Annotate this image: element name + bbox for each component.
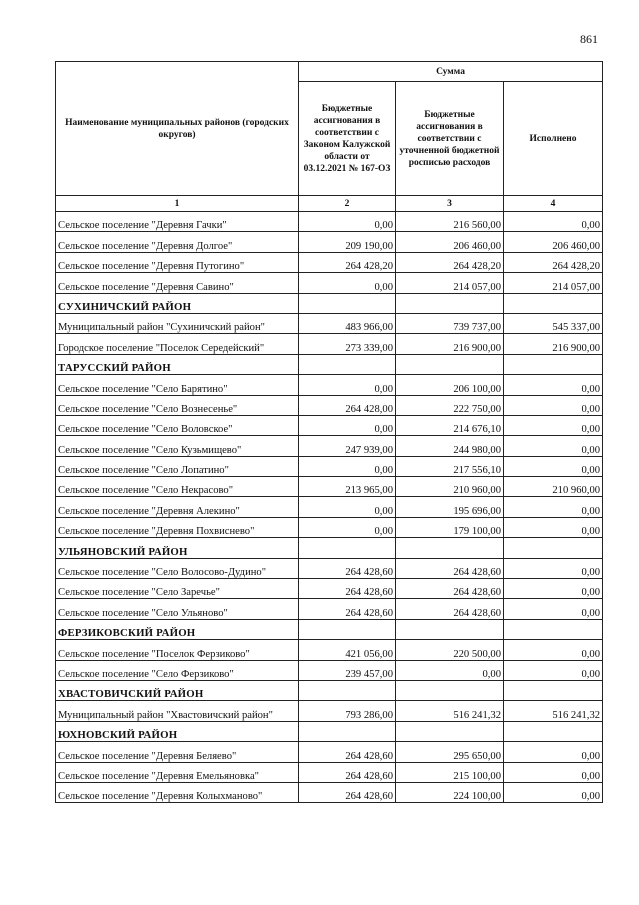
budget-table xyxy=(55,61,603,803)
executed-cell: 0,00 xyxy=(504,395,603,415)
table-row xyxy=(56,232,603,252)
refined-allocation-cell: 264 428,60 xyxy=(396,579,504,599)
table-row xyxy=(56,456,603,476)
table-row xyxy=(56,517,603,537)
executed-cell: 0,00 xyxy=(504,742,603,762)
executed-cell: 0,00 xyxy=(504,579,603,599)
empty-cell xyxy=(504,680,603,700)
header-refined-allocations: Бюджетные ассигнования в соответствии с уточненной бюджетной росписью расходов xyxy=(396,82,504,196)
municipality-name-cell: Сельское поселение "Деревня Гачки" xyxy=(56,212,299,232)
table-row xyxy=(56,477,603,497)
executed-cell: 516 241,32 xyxy=(504,701,603,721)
table-row xyxy=(56,334,603,354)
district-header-row xyxy=(56,680,603,700)
executed-cell: 0,00 xyxy=(504,497,603,517)
law-allocation-cell: 0,00 xyxy=(299,415,396,435)
executed-cell: 0,00 xyxy=(504,436,603,456)
column-number-2: 2 xyxy=(299,196,396,212)
empty-cell xyxy=(504,619,603,639)
municipality-name-cell: Сельское поселение "Село Ульяново" xyxy=(56,599,299,619)
municipality-name-cell: Сельское поселение "Деревня Долгое" xyxy=(56,232,299,252)
municipality-name-cell: Сельское поселение "Село Некрасово" xyxy=(56,477,299,497)
table-row xyxy=(56,375,603,395)
executed-cell: 0,00 xyxy=(504,660,603,680)
empty-cell xyxy=(299,293,396,313)
municipality-name-cell: Сельское поселение "Село Волосово-Дудино" xyxy=(56,558,299,578)
executed-cell: 545 337,00 xyxy=(504,313,603,333)
district-header-row xyxy=(56,619,603,639)
executed-cell: 206 460,00 xyxy=(504,232,603,252)
column-number-1: 1 xyxy=(56,196,299,212)
table-row xyxy=(56,701,603,721)
refined-allocation-cell: 214 676,10 xyxy=(396,415,504,435)
table-row xyxy=(56,313,603,333)
law-allocation-cell: 247 939,00 xyxy=(299,436,396,456)
table-row xyxy=(56,599,603,619)
municipality-name-cell: Сельское поселение "Село Воловское" xyxy=(56,415,299,435)
law-allocation-cell: 0,00 xyxy=(299,273,396,293)
municipality-name-cell: Сельское поселение "Деревня Колыхманово" xyxy=(56,782,299,802)
refined-allocation-cell: 195 696,00 xyxy=(396,497,504,517)
municipality-name-cell: Сельское поселение "Деревня Емельяновка" xyxy=(56,762,299,782)
executed-cell: 0,00 xyxy=(504,599,603,619)
district-header-row xyxy=(56,538,603,558)
refined-allocation-cell: 215 100,00 xyxy=(396,762,504,782)
empty-cell xyxy=(504,354,603,374)
law-allocation-cell: 421 056,00 xyxy=(299,640,396,660)
district-header-row xyxy=(56,721,603,741)
refined-allocation-cell: 264 428,60 xyxy=(396,599,504,619)
empty-cell xyxy=(299,538,396,558)
empty-cell xyxy=(396,680,504,700)
column-number-3: 3 xyxy=(396,196,504,212)
refined-allocation-cell: 244 980,00 xyxy=(396,436,504,456)
municipality-name-cell: Сельское поселение "Село Вознесенье" xyxy=(56,395,299,415)
empty-cell xyxy=(299,721,396,741)
executed-cell: 0,00 xyxy=(504,782,603,802)
refined-allocation-cell: 210 960,00 xyxy=(396,477,504,497)
empty-cell xyxy=(504,721,603,741)
refined-allocation-cell: 206 100,00 xyxy=(396,375,504,395)
municipality-name-cell: Муниципальный район "Сухиничский район" xyxy=(56,313,299,333)
law-allocation-cell: 239 457,00 xyxy=(299,660,396,680)
district-name: УЛЬЯНОВСКИЙ РАЙОН xyxy=(56,538,299,558)
law-allocation-cell: 264 428,60 xyxy=(299,558,396,578)
empty-cell xyxy=(504,538,603,558)
refined-allocation-cell: 217 556,10 xyxy=(396,456,504,476)
refined-allocation-cell: 220 500,00 xyxy=(396,640,504,660)
municipality-name-cell: Сельское поселение "Деревня Беляево" xyxy=(56,742,299,762)
refined-allocation-cell: 216 560,00 xyxy=(396,212,504,232)
refined-allocation-cell: 222 750,00 xyxy=(396,395,504,415)
law-allocation-cell: 264 428,60 xyxy=(299,599,396,619)
header-law-allocations: Бюджетные ассигнования в соответствии с Законом Калужской области от 03.12.2021 № 167-ОЗ xyxy=(299,82,396,196)
table-row xyxy=(56,395,603,415)
empty-cell xyxy=(396,721,504,741)
table-row xyxy=(56,415,603,435)
law-allocation-cell: 0,00 xyxy=(299,375,396,395)
executed-cell: 0,00 xyxy=(504,558,603,578)
refined-allocation-cell: 264 428,20 xyxy=(396,252,504,272)
refined-allocation-cell: 214 057,00 xyxy=(396,273,504,293)
law-allocation-cell: 0,00 xyxy=(299,456,396,476)
district-name: ЮХНОВСКИЙ РАЙОН xyxy=(56,721,299,741)
header-municipality-name: Наименование муниципальных районов (городских округов) xyxy=(56,62,299,196)
executed-cell: 0,00 xyxy=(504,762,603,782)
district-header-row xyxy=(56,293,603,313)
table-row xyxy=(56,660,603,680)
law-allocation-cell: 0,00 xyxy=(299,212,396,232)
refined-allocation-cell: 206 460,00 xyxy=(396,232,504,252)
empty-cell xyxy=(396,293,504,313)
municipality-name-cell: Муниципальный район "Хвастовичский район" xyxy=(56,701,299,721)
executed-cell: 210 960,00 xyxy=(504,477,603,497)
refined-allocation-cell: 739 737,00 xyxy=(396,313,504,333)
law-allocation-cell: 264 428,20 xyxy=(299,252,396,272)
executed-cell: 214 057,00 xyxy=(504,273,603,293)
district-name: ТАРУССКИЙ РАЙОН xyxy=(56,354,299,374)
municipality-name-cell: Сельское поселение "Село Лопатино" xyxy=(56,456,299,476)
law-allocation-cell: 213 965,00 xyxy=(299,477,396,497)
empty-cell xyxy=(396,619,504,639)
executed-cell: 216 900,00 xyxy=(504,334,603,354)
table-row xyxy=(56,762,603,782)
refined-allocation-cell: 224 100,00 xyxy=(396,782,504,802)
table-header xyxy=(56,62,603,212)
law-allocation-cell: 264 428,60 xyxy=(299,762,396,782)
municipality-name-cell: Сельское поселение "Село Ферзиково" xyxy=(56,660,299,680)
table-row xyxy=(56,252,603,272)
refined-allocation-cell: 216 900,00 xyxy=(396,334,504,354)
executed-cell: 0,00 xyxy=(504,517,603,537)
page-number: 861 xyxy=(580,32,598,46)
municipality-name-cell: Сельское поселение "Деревня Алекино" xyxy=(56,497,299,517)
column-number-4: 4 xyxy=(504,196,603,212)
law-allocation-cell: 209 190,00 xyxy=(299,232,396,252)
empty-cell xyxy=(396,354,504,374)
law-allocation-cell: 483 966,00 xyxy=(299,313,396,333)
law-allocation-cell: 264 428,60 xyxy=(299,782,396,802)
municipality-name-cell: Сельское поселение "Деревня Савино" xyxy=(56,273,299,293)
law-allocation-cell: 264 428,60 xyxy=(299,742,396,762)
table-body xyxy=(56,212,603,803)
law-allocation-cell: 0,00 xyxy=(299,497,396,517)
table-row xyxy=(56,640,603,660)
district-name: ХВАСТОВИЧСКИЙ РАЙОН xyxy=(56,680,299,700)
law-allocation-cell: 793 286,00 xyxy=(299,701,396,721)
header-sum-group: Сумма xyxy=(299,62,603,82)
law-allocation-cell: 0,00 xyxy=(299,517,396,537)
table-row xyxy=(56,782,603,802)
header-executed: Исполнено xyxy=(504,82,603,196)
law-allocation-cell: 264 428,60 xyxy=(299,579,396,599)
executed-cell: 0,00 xyxy=(504,640,603,660)
executed-cell: 0,00 xyxy=(504,375,603,395)
municipality-name-cell: Сельское поселение "Село Заречье" xyxy=(56,579,299,599)
empty-cell xyxy=(299,354,396,374)
empty-cell xyxy=(504,293,603,313)
district-header-row xyxy=(56,354,603,374)
table-row xyxy=(56,742,603,762)
executed-cell: 264 428,20 xyxy=(504,252,603,272)
empty-cell xyxy=(299,619,396,639)
table-row xyxy=(56,212,603,232)
refined-allocation-cell: 295 650,00 xyxy=(396,742,504,762)
refined-allocation-cell: 516 241,32 xyxy=(396,701,504,721)
refined-allocation-cell: 0,00 xyxy=(396,660,504,680)
executed-cell: 0,00 xyxy=(504,212,603,232)
municipality-name-cell: Городское поселение "Поселок Середейский" xyxy=(56,334,299,354)
refined-allocation-cell: 179 100,00 xyxy=(396,517,504,537)
table-row xyxy=(56,558,603,578)
municipality-name-cell: Сельское поселение "Село Кузьмищево" xyxy=(56,436,299,456)
municipality-name-cell: Сельское поселение "Деревня Путогино" xyxy=(56,252,299,272)
municipality-name-cell: Сельское поселение "Село Барятино" xyxy=(56,375,299,395)
table-row xyxy=(56,273,603,293)
law-allocation-cell: 264 428,00 xyxy=(299,395,396,415)
table-row xyxy=(56,579,603,599)
district-name: ФЕРЗИКОВСКИЙ РАЙОН xyxy=(56,619,299,639)
law-allocation-cell: 273 339,00 xyxy=(299,334,396,354)
table-row xyxy=(56,497,603,517)
district-name: СУХИНИЧСКИЙ РАЙОН xyxy=(56,293,299,313)
refined-allocation-cell: 264 428,60 xyxy=(396,558,504,578)
municipality-name-cell: Сельское поселение "Поселок Ферзиково" xyxy=(56,640,299,660)
empty-cell xyxy=(396,538,504,558)
table-row xyxy=(56,436,603,456)
executed-cell: 0,00 xyxy=(504,415,603,435)
executed-cell: 0,00 xyxy=(504,456,603,476)
municipality-name-cell: Сельское поселение "Деревня Похвиснево" xyxy=(56,517,299,537)
empty-cell xyxy=(299,680,396,700)
